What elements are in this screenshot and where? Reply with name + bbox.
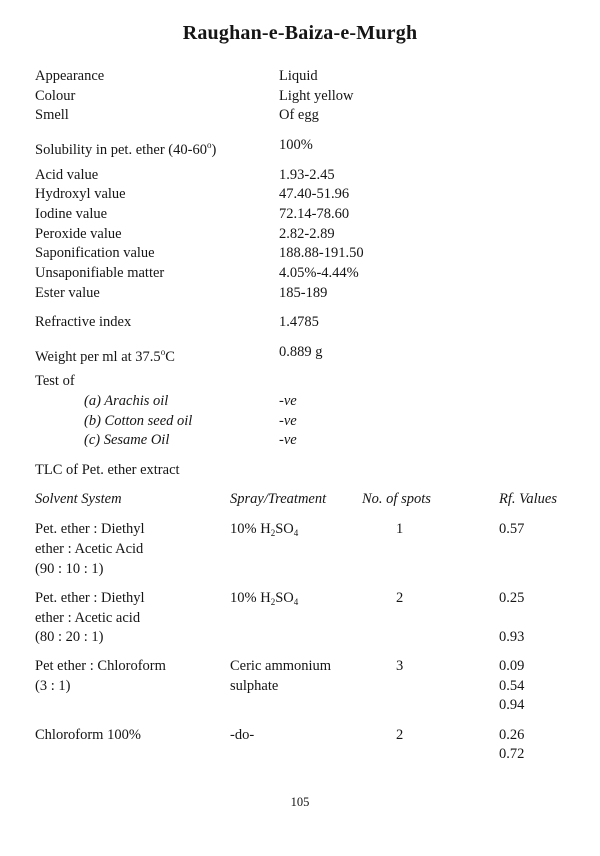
tlc-row-2-spray	[230, 589, 298, 613]
test-item-result: -ve	[279, 393, 297, 409]
property-label-hydroxyl-value: Hydroxyl value	[35, 186, 126, 202]
tlc-row-4-solvent: Chloroform 100%	[35, 727, 141, 743]
tlc-row-2-solvent: (80 : 20 : 1)	[35, 629, 104, 645]
property-label-saponification-value: Saponification value	[35, 245, 155, 261]
degree-superscript: o	[206, 140, 212, 150]
solubility-label-tail: )	[211, 142, 217, 158]
tlc-row-3-rf: 0.54	[499, 678, 525, 694]
property-value-colour: Light yellow	[279, 88, 354, 104]
spray-subscript: 4	[293, 597, 299, 607]
test-item-result: -ve	[279, 413, 297, 429]
tlc-row-1-solvent: ether : Acetic Acid	[35, 541, 144, 557]
property-value-solubility: 100%	[279, 137, 313, 153]
page-title: Raughan-e-Baiza-e-Murgh	[182, 22, 418, 44]
property-value-refractive-index: 1.4785	[279, 314, 319, 330]
weight-label-text: Weight per ml at 37.5	[35, 349, 161, 365]
tlc-column-header-rf: Rf. Values	[499, 491, 557, 507]
tlc-row-3-spots: 3	[396, 658, 404, 674]
property-value-appearance: Liquid	[279, 68, 318, 84]
weight-label-tail: C	[165, 349, 175, 365]
tlc-row-3-spray: Ceric ammonium	[230, 658, 332, 674]
test-item-label: (c) Sesame Oil	[84, 432, 170, 448]
property-label-refractive-index: Refractive index	[35, 314, 132, 330]
degree-superscript: o	[160, 347, 166, 357]
tlc-row-3-spray: sulphate	[230, 678, 279, 694]
property-label-appearance: Appearance	[35, 68, 105, 84]
spray-text: SO	[275, 590, 294, 606]
tlc-row-3-solvent: (3 : 1)	[35, 678, 71, 694]
property-value-weight-per-ml: 0.889 g	[279, 344, 323, 360]
spray-subscript: 4	[293, 528, 299, 538]
property-label-unsaponifiable-matter: Unsaponifiable matter	[35, 265, 165, 281]
tlc-column-header-spots: No. of spots	[362, 491, 431, 507]
property-value-ester-value: 185-189	[279, 285, 328, 301]
property-label-smell: Smell	[35, 107, 69, 123]
tlc-row-3-rf: 0.09	[499, 658, 525, 674]
property-label-solubility	[35, 136, 216, 161]
spray-subscript: 2	[270, 597, 276, 607]
test-of-heading: Test of	[35, 373, 75, 389]
tlc-row-1-spray	[230, 520, 298, 544]
tlc-row-3-solvent: Pet ether : Chloroform	[35, 658, 166, 674]
test-item-label: (b) Cotton seed oil	[84, 413, 193, 429]
tlc-column-header-solvent: Solvent System	[35, 491, 122, 507]
tlc-row-2-solvent: Pet. ether : Diethyl	[35, 590, 145, 606]
property-value-unsaponifiable-matter: 4.05%-4.44%	[279, 265, 359, 281]
property-value-iodine-value: 72.14-78.60	[279, 206, 350, 222]
property-value-smell: Of egg	[279, 107, 319, 123]
tlc-row-4-rf: 0.26	[499, 727, 525, 743]
property-label-ester-value: Ester value	[35, 285, 100, 301]
property-value-saponification-value: 188.88-191.50	[279, 245, 364, 261]
property-label-weight-per-ml	[35, 343, 175, 368]
tlc-row-4-spray: -do-	[230, 727, 255, 743]
tlc-row-4-spots: 2	[396, 727, 404, 743]
tlc-row-4-rf: 0.72	[499, 746, 525, 762]
tlc-row-1-rf: 0.57	[499, 521, 525, 537]
tlc-row-1-spots: 1	[396, 521, 404, 537]
property-value-acid-value: 1.93-2.45	[279, 167, 335, 183]
tlc-column-header-spray: Spray/Treatment	[230, 491, 327, 507]
spray-text: SO	[275, 521, 294, 537]
tlc-heading: TLC of Pet. ether extract	[35, 462, 180, 478]
tlc-row-2-rf: 0.25	[499, 590, 525, 606]
tlc-row-2-rf: 0.93	[499, 629, 525, 645]
property-value-hydroxyl-value: 47.40-51.96	[279, 186, 350, 202]
property-label-iodine-value: Iodine value	[35, 206, 108, 222]
property-label-acid-value: Acid value	[35, 167, 99, 183]
tlc-row-2-solvent: ether : Acetic acid	[35, 610, 141, 626]
tlc-row-1-solvent: Pet. ether : Diethyl	[35, 521, 145, 537]
test-item-label: (a) Arachis oil	[84, 393, 169, 409]
tlc-row-2-spots: 2	[396, 590, 404, 606]
test-item-result: -ve	[279, 432, 297, 448]
tlc-row-1-solvent: (90 : 10 : 1)	[35, 561, 104, 577]
property-label-colour: Colour	[35, 88, 76, 104]
solubility-label-text: Solubility in pet. ether (40-60	[35, 142, 207, 158]
property-label-peroxide-value: Peroxide value	[35, 226, 122, 242]
tlc-row-3-rf: 0.94	[499, 697, 525, 713]
property-value-peroxide-value: 2.82-2.89	[279, 226, 335, 242]
spray-text: 10% H	[230, 521, 271, 537]
spray-subscript: 2	[270, 528, 276, 538]
page-number: 105	[290, 795, 310, 809]
spray-text: 10% H	[230, 590, 271, 606]
